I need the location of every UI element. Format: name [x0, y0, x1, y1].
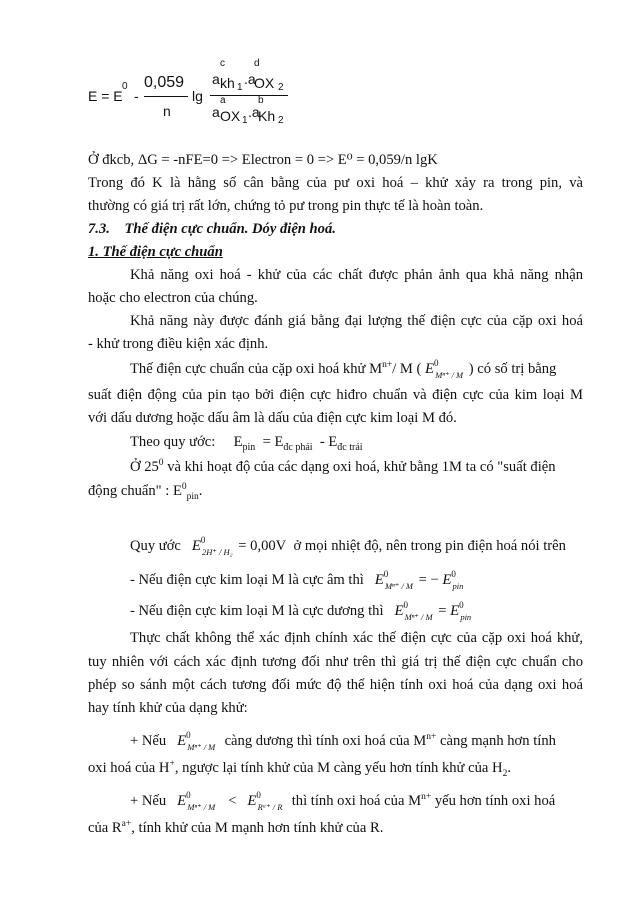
standard-condition-line: Ở đkcb, ΔG = -nFE=0 => Electron = 0 => E⁰ = 0,059/n lgK	[88, 152, 438, 168]
formula-lhs: E = E	[88, 88, 123, 104]
paragraph-reality-line-4: hay tính khử của dạng khử:	[88, 700, 248, 716]
bullet-1-line-1: + Nếu E 0 $_{M^{n+} / M}$ càng dương thì tính oxi hoá của $M^{n+}$ càng mạnh hơn tính	[130, 730, 556, 752]
nernst-formula: E = E 0 - 0,059 n lg a c kh 1 .a d OX 2 a a OX 1 .a b Kh 2	[88, 55, 348, 135]
paragraph-definition-line-3: với dấu dương hoặc dấu âm là dấu của điện cực kim loại M đó.	[88, 410, 457, 426]
paragraph-evaluation-line-1: Khả năng này được đánh giá bằng đại lượng thế điện cực của cặp oxi hoá	[130, 313, 583, 329]
paragraph-definition-line-1: Thế điện cực chuẩn của cặp oxi hoá khử $M^{n+}/$ M ( E 0 $_{M^{n+} / M}$ ) có số trị bằng	[130, 359, 583, 385]
paragraph-k-line-2: thường có giá trị rất lớn, chứng tỏ pư trong pin thực tế là hoàn toàn.	[88, 198, 484, 214]
coef-denominator: n	[163, 103, 171, 119]
paragraph-reality-line-1: Thực chất không thể xác định chính xác thế điện cực của cặp oxi hoá khử,	[130, 630, 583, 646]
paragraph-reality-line-3: phép so sánh một cách tương đối mức độ thể hiện tính oxi hoá của dạng oxi hoá	[88, 677, 583, 693]
hydrogen-convention-line: Quy ước E 0 $_{2H^+ / H_2}$ = 0,00V ở mọi nhiệt độ, nên trong pin điện hoá nói trên	[130, 536, 583, 562]
bullet-2-line-2: của $R^{a+}$, tính khử của M mạnh hơn tính khử của R.	[88, 819, 384, 836]
coef-fraction-bar	[144, 96, 188, 97]
subsection-heading: 1. Thế điện cực chuẩn	[88, 244, 223, 260]
paragraph-redox-line-2: hoặc cho electron của chúng.	[88, 290, 258, 306]
convention-epin-line: Theo quy ước: $E_{pin} = E_{đc phải} - E_{đc trái}$	[130, 434, 363, 453]
coef-numerator: 0,059	[144, 74, 185, 91]
paragraph-redox-line-1: Khả năng oxi hoá - khử của các chất được phản ảnh qua khả năng nhận	[130, 267, 583, 283]
paragraph-evaluation-line-2: - khử trong điều kiện xác định.	[88, 336, 269, 352]
section-heading	[88, 219, 583, 239]
standard-emf-line-2: động chuẩn" : $E^0_{pin}$.	[88, 482, 203, 502]
paragraph-definition-line-2: suất điện động của pin tạo bởi điện cực hiđro chuẩn và điện cực của kim loại M	[88, 387, 583, 403]
e0-hydrogen-symbol: E 0 $_{2H^+ / H_2}$	[191, 535, 233, 557]
paragraph-reality-line-2: tuy nhiên với cách xác định tương đối như trên thì giá trị thế điện cực chuẩn cho	[88, 654, 583, 670]
standard-emf-line-1: Ở $25^0$ và khi hoạt độ của các dạng oxi hoá, khử bằng 1M ta có "suất điện	[130, 458, 556, 475]
bullet-1-line-2: oxi hoá của H+, ngược lại tính khử của M càng yếu hơn tính khử của $H_2$.	[88, 759, 511, 779]
positive-electrode-line: - Nếu điện cực kim loại M là cực dương thì E 0 $_{M^{n+} / M}$ = E 0 $_{pin}$	[130, 600, 472, 622]
section-title: Thế điện cực chuẩn. Dóy điện hoá.	[124, 221, 336, 237]
e0-mn-symbol: E 0 $_{M^{n+} / M}$	[425, 358, 464, 380]
negative-electrode-line: - Nếu điện cực kim loại M là cực âm thì E 0 $_{M^{n+} / M}$ = − E 0 $_{pin}$	[130, 569, 464, 591]
bullet-2-line-1: + Nếu E 0 $_{M^{n+} / M}$ < E 0 $_{Rᵃ^+ / R}$ thì tính oxi hoá của $M^{n+}$ yếu hơn tính oxi hoá	[130, 790, 556, 812]
lg-operator: lg	[192, 88, 203, 104]
section-number: 7.3.	[88, 221, 110, 237]
paragraph-k-line-1: Trong đó K là hằng số cân bằng của pư oxi hoá – khử xảy ra trong pin, và	[88, 175, 583, 191]
